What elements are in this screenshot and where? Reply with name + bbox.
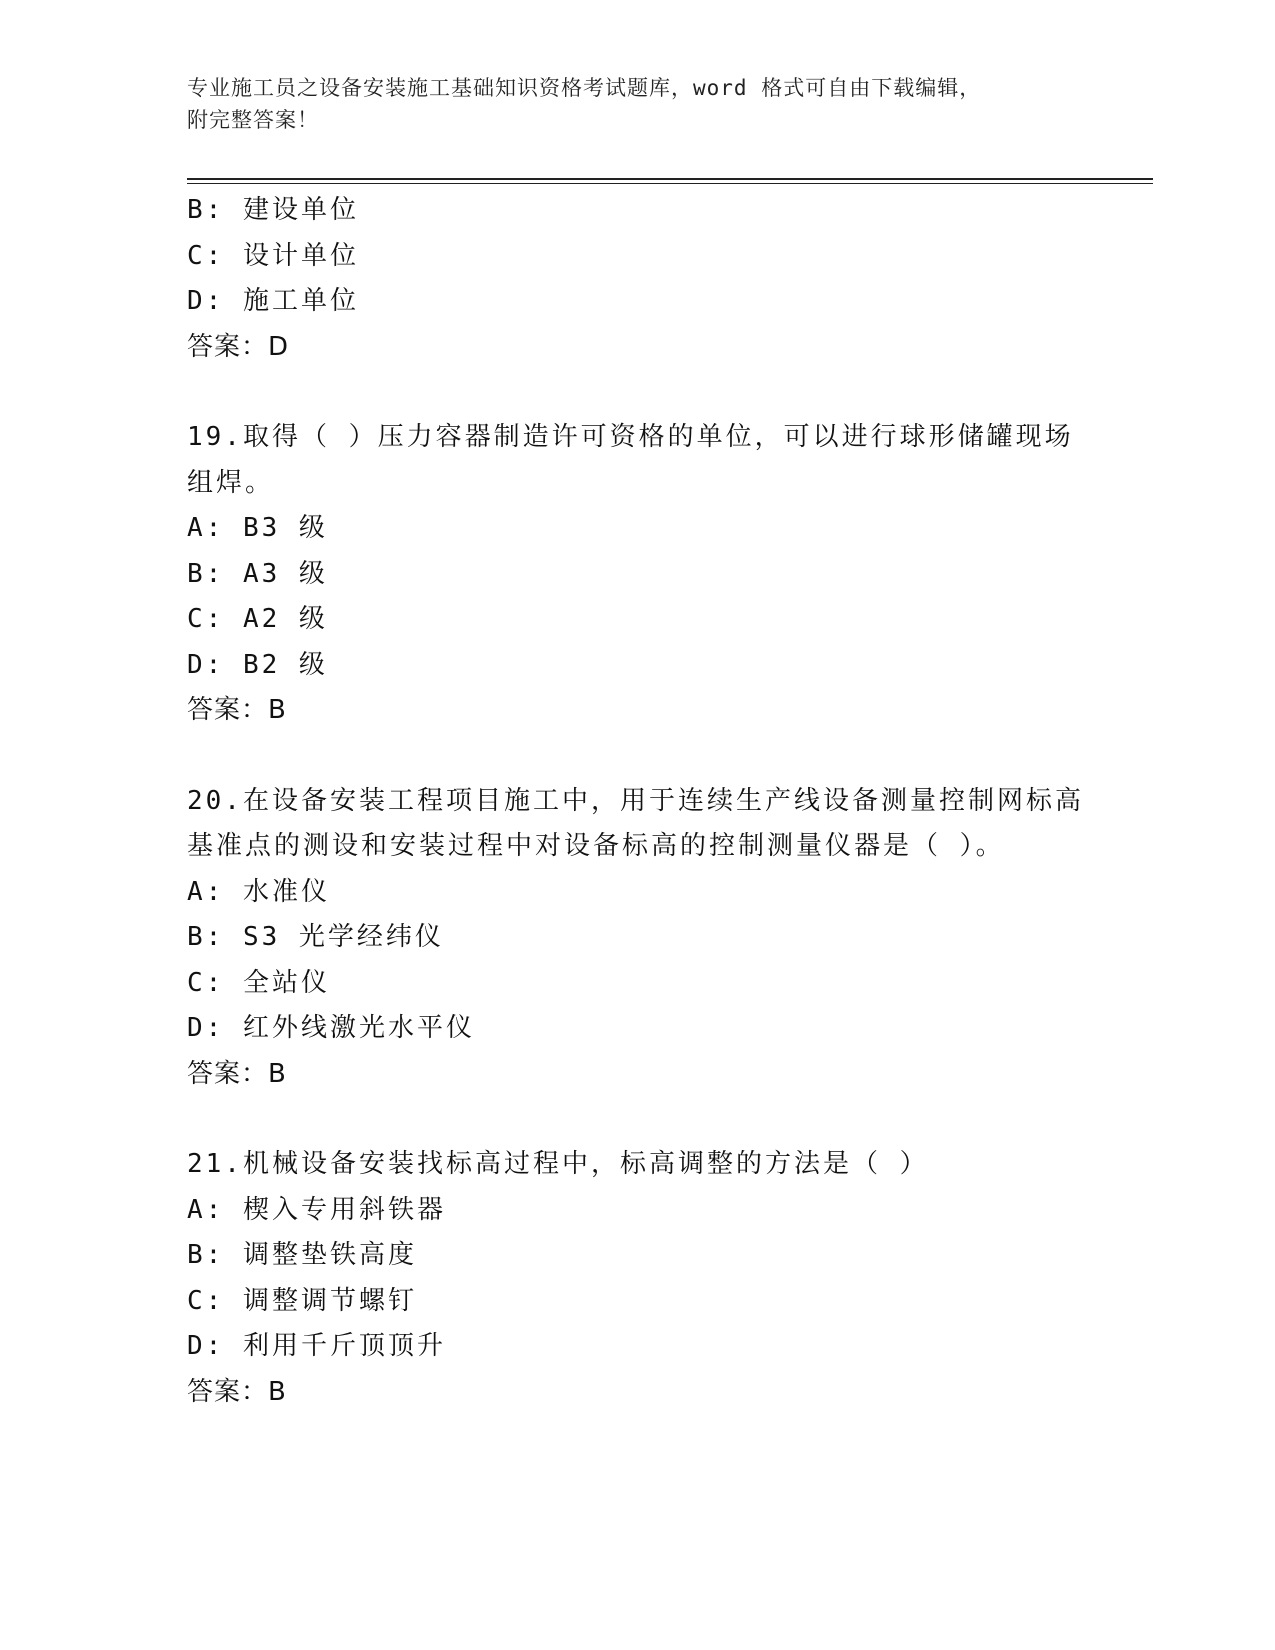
option-c: C: 全站仪 (187, 967, 330, 998)
option-d: D: B2 级 (187, 649, 328, 680)
option-a: A: 楔入专用斜铁器 (187, 1194, 446, 1225)
option-a: A: 水准仪 (187, 876, 330, 907)
option-b: B: 建设单位 (187, 195, 359, 225)
option-d: D: 利用千斤顶顶升 (187, 1331, 446, 1361)
block-spacer (187, 370, 1087, 415)
document-header (187, 72, 1087, 136)
block-spacer (187, 734, 1087, 779)
header-title-line-1: 专业施工员之设备安装施工基础知识资格考试题库，word 格式可自由下载编辑， (187, 76, 982, 100)
answer-line: 答案：B (187, 1376, 287, 1407)
option-d: D: 施工单位 (187, 286, 359, 316)
question-block-20 (187, 779, 1087, 1098)
option-d: D: 红外线激光水平仪 (187, 1013, 475, 1043)
question-block-21 (187, 1142, 1087, 1415)
option-b: B: S3 光学经纬仪 (187, 922, 444, 952)
option-c: C: 调整调节螺钉 (187, 1285, 417, 1316)
question-text-line: 21.机械设备安装找标高过程中，标高调整的方法是（ ） (187, 1149, 929, 1179)
option-c: C: 设计单位 (187, 240, 359, 271)
option-c: C: A2 级 (187, 604, 328, 634)
header-title-line-2: 附完整答案！ (187, 108, 319, 132)
header-divider-thin (187, 183, 1153, 184)
question-text-line: 基准点的测设和安装过程中对设备标高的控制测量仪器是（ ）。 (187, 831, 1005, 861)
header-divider-thick (187, 178, 1153, 180)
answer-line: 答案：D (187, 331, 290, 362)
question-text-line: 组焊。 (187, 467, 275, 498)
question-text-line: 19.取得（ ）压力容器制造许可资格的单位，可以进行球形储罐现场 (187, 422, 1074, 452)
option-b: B: A3 级 (187, 558, 328, 589)
answer-line: 答案：B (187, 1058, 287, 1089)
question-block-19 (187, 415, 1087, 734)
question-list (187, 188, 1087, 1415)
question-block-18-continued (187, 188, 1087, 370)
option-b: B: 调整垫铁高度 (187, 1240, 417, 1270)
answer-line: 答案：B (187, 695, 287, 725)
question-text-line: 20.在设备安装工程项目施工中，用于连续生产线设备测量控制网标高 (187, 785, 1084, 816)
option-a: A: B3 级 (187, 513, 328, 543)
block-spacer (187, 1097, 1087, 1142)
